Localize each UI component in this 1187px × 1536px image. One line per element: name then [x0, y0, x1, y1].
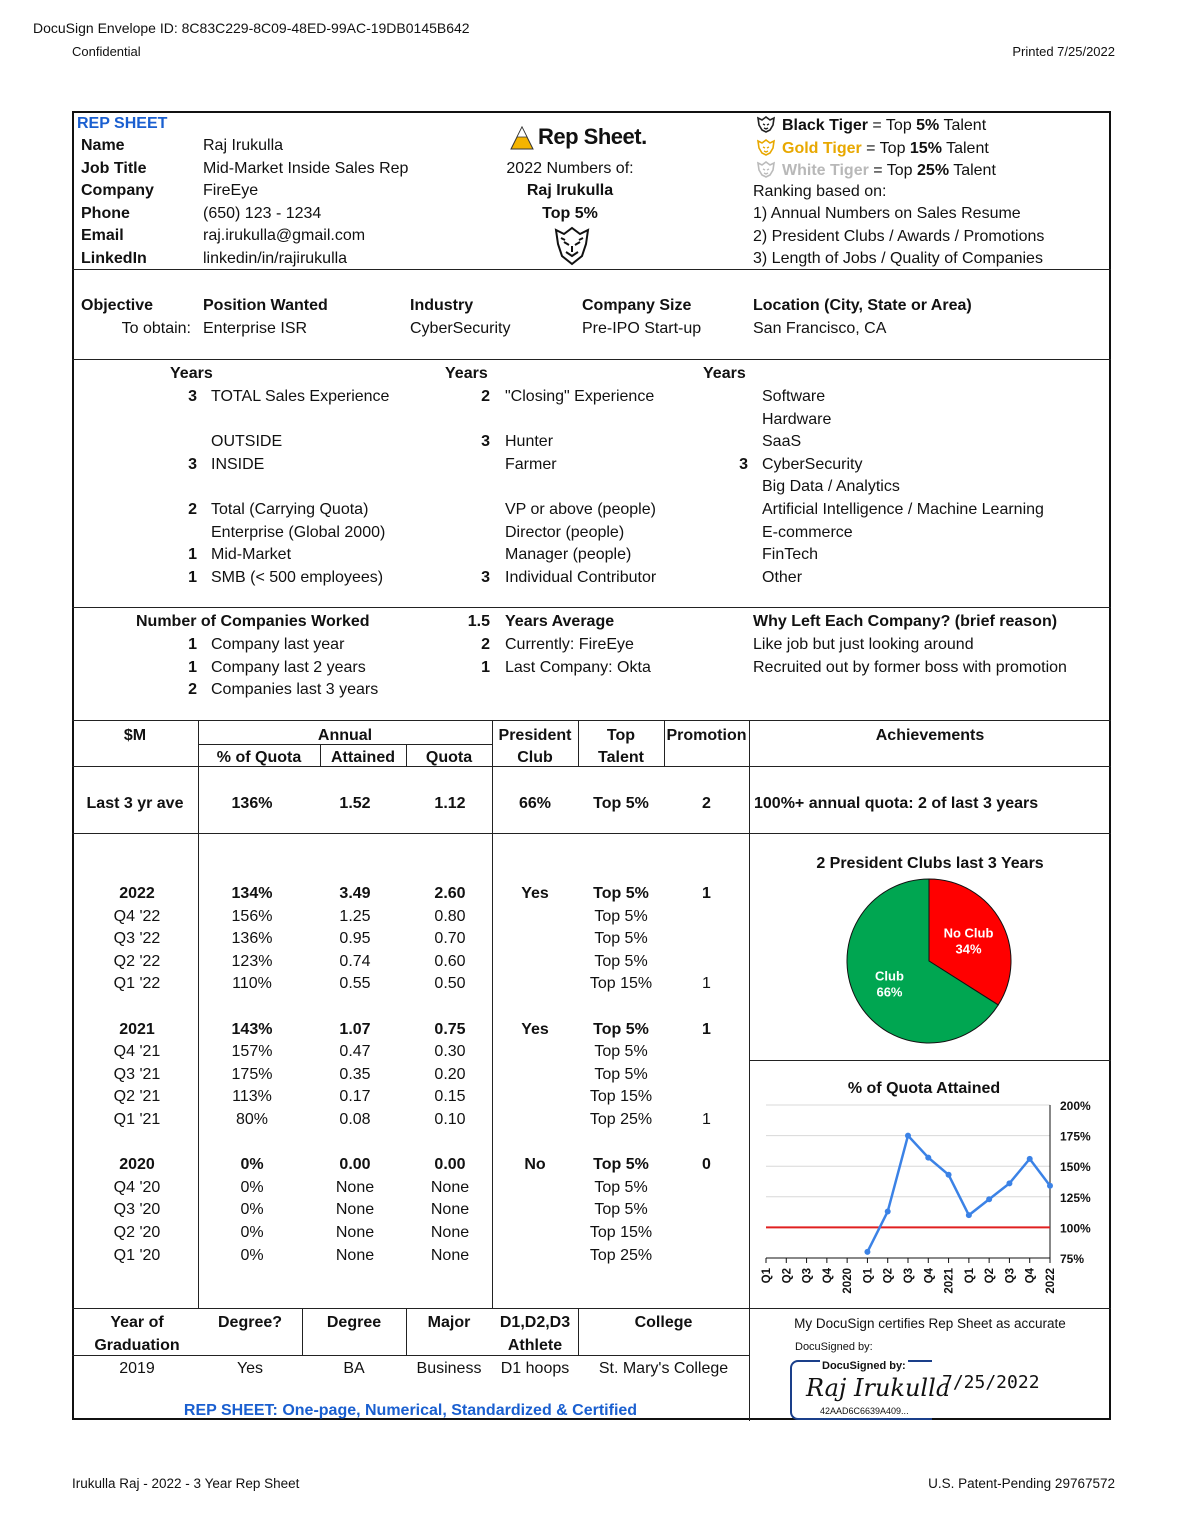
experience-item: Manager (people) — [505, 546, 632, 564]
data-point — [946, 1172, 952, 1178]
experience-item: INSIDE — [211, 455, 265, 473]
row-label: Q3 '22 — [113, 930, 161, 948]
row-quota: None — [430, 1246, 470, 1264]
profile-label: Email — [81, 227, 124, 245]
y-tick-label: 75% — [1060, 1252, 1085, 1266]
y-tick-label: 200% — [1060, 1099, 1091, 1113]
x-tick-label: Q3 — [1004, 1268, 1017, 1284]
ranking-item: 2) President Clubs / Awards / Promotions — [753, 227, 1045, 245]
row-quota: 0.00 — [434, 1156, 466, 1174]
company-count: 1 — [188, 636, 197, 653]
avg-club: 66% — [518, 795, 552, 812]
edu-head-year-1: Year of — [110, 1314, 164, 1331]
row-promotion: 1 — [702, 1111, 711, 1128]
row-talent: Top 5% — [594, 1065, 648, 1083]
row-quota: None — [430, 1201, 470, 1219]
row-talent: Top 5% — [593, 1156, 649, 1174]
avg-pct: 136% — [231, 795, 273, 812]
col-head-talent-2: Talent — [598, 749, 644, 766]
row-quota: 0.70 — [434, 930, 466, 948]
row-quota: 0.15 — [434, 1088, 466, 1106]
edu-head-college: College — [634, 1314, 693, 1331]
col-head-achievements: Achievements — [875, 727, 985, 744]
edu-college: St. Mary's College — [598, 1360, 729, 1377]
experience-item: FinTech — [762, 546, 819, 564]
row-talent: Top 5% — [593, 1020, 649, 1038]
col-head-money: $M — [123, 727, 147, 744]
profile-label: LinkedIn — [81, 250, 147, 267]
experience-item: Artificial Intelligence / Machine Learning — [762, 501, 1044, 518]
experience-count: 3 — [188, 388, 197, 405]
row-talent: Top 5% — [594, 907, 648, 925]
rep-sheet-logo — [510, 124, 647, 152]
why-left-item: Recruited out by former boss with promotion — [753, 658, 1067, 676]
tier-end: Talent — [939, 117, 987, 134]
x-tick-label: Q4 — [1024, 1268, 1037, 1284]
row-attained: None — [335, 1178, 375, 1196]
experience-count: 1 — [188, 546, 197, 564]
ranking-item: 1) Annual Numbers on Sales Resume — [753, 205, 1021, 222]
row-attained: 0.55 — [339, 975, 371, 993]
data-point — [925, 1155, 931, 1161]
company-item: Company last year — [211, 636, 345, 653]
row-club: Yes — [521, 1020, 549, 1038]
row-label: Q2 '20 — [113, 1224, 161, 1241]
tier-name: Black Tiger — [782, 117, 868, 134]
row-talent: Top 15% — [589, 975, 653, 993]
row-quota: 0.75 — [434, 1020, 466, 1038]
experience-item: TOTAL Sales Experience — [211, 388, 390, 405]
edu-head-degree: Degree — [326, 1314, 382, 1331]
row-pct: 0% — [240, 1156, 264, 1174]
experience-count: 3 — [481, 568, 490, 586]
y-tick-label: 100% — [1060, 1221, 1091, 1236]
edu-head-athlete-2: Athlete — [507, 1337, 563, 1354]
row-label: Q2 '22 — [113, 952, 161, 970]
col-head-annual: Annual — [317, 727, 373, 744]
x-tick-label: 2021 — [943, 1268, 956, 1294]
data-point — [885, 1208, 891, 1214]
experience-item: Hunter — [505, 433, 554, 451]
tier-pct: 25% — [917, 162, 950, 180]
edu-head-athlete-1: D1,D2,D3 — [499, 1314, 571, 1331]
row-label: Q3 '20 — [113, 1201, 161, 1219]
edu-year: 2019 — [119, 1360, 155, 1377]
objective-head: Position Wanted — [203, 297, 328, 314]
row-quota: 0.60 — [434, 952, 466, 970]
x-tick-label: Q4 — [821, 1268, 834, 1284]
tagline: REP SHEET: One-page, Numerical, Standardized & Certified — [183, 1402, 638, 1419]
row-promotion: 1 — [702, 975, 711, 993]
experience-count: 1 — [188, 568, 197, 586]
pie-chart — [840, 872, 1020, 1052]
profile-value: Raj Irukulla — [203, 137, 284, 154]
company-years: 1 — [481, 658, 490, 676]
experience-item: Individual Contributor — [505, 568, 657, 586]
company-name: Last Company: Okta — [505, 658, 651, 676]
row-label: Q4 '20 — [113, 1178, 161, 1196]
black-tiger-icon — [756, 115, 776, 133]
profile-label: Phone — [81, 204, 130, 222]
tier-end: Talent — [949, 162, 996, 180]
footer-left: Irukulla Raj - 2022 - 3 Year Rep Sheet — [72, 1476, 300, 1491]
objective-head: Objective — [81, 297, 154, 314]
row-promotion: 1 — [702, 885, 711, 902]
row-attained: 3.49 — [339, 885, 371, 902]
row-pct: 0% — [240, 1178, 264, 1196]
data-point — [905, 1133, 911, 1139]
objective-head: Industry — [410, 297, 474, 314]
row-pct: 113% — [232, 1088, 272, 1106]
row-talent: Top 5% — [594, 930, 648, 948]
row-pct: 157% — [231, 1043, 273, 1061]
certify-text: My DocuSign certifies Rep Sheet as accurate — [794, 1316, 1066, 1331]
ranking-title: Ranking based on: — [753, 183, 887, 200]
white-tiger-icon — [756, 160, 776, 178]
row-attained: None — [335, 1246, 375, 1264]
experience-count: 3 — [481, 433, 490, 451]
row-pct: 134% — [231, 885, 273, 902]
row-talent: Top 5% — [594, 1201, 648, 1219]
tier-name: White Tiger — [782, 162, 869, 180]
edu-head-major: Major — [427, 1314, 471, 1331]
x-tick-label: Q4 — [923, 1268, 936, 1284]
experience-item: Director (people) — [505, 523, 625, 541]
row-quota: 2.60 — [434, 885, 466, 902]
years-head: Years — [703, 365, 746, 382]
data-point — [1006, 1180, 1012, 1186]
experience-item: OUTSIDE — [211, 433, 283, 451]
row-quota: 0.30 — [434, 1043, 466, 1061]
objective-value: Enterprise ISR — [203, 320, 308, 337]
row-talent: Top 5% — [594, 1178, 648, 1196]
x-tick-label: 2022 — [1045, 1268, 1057, 1294]
row-attained: 1.07 — [339, 1020, 371, 1038]
row-label: Q3 '21 — [113, 1065, 161, 1083]
col-head-pct: % of Quota — [216, 749, 302, 766]
company-name: Currently: FireEye — [505, 636, 634, 653]
col-head-promotion: Promotion — [666, 727, 747, 744]
row-pct: 0% — [240, 1246, 264, 1264]
profile-value: FireEye — [203, 182, 259, 200]
row-label: Q1 '20 — [113, 1246, 161, 1264]
row-label: Q4 '22 — [113, 907, 161, 925]
pie-label: Club — [875, 968, 904, 984]
experience-item: Farmer — [505, 455, 557, 473]
numbers-of: 2022 Numbers of: — [506, 160, 634, 177]
row-promotion: 1 — [702, 1020, 711, 1038]
row-label: Q2 '21 — [113, 1088, 161, 1106]
pyramid-icon — [510, 126, 534, 150]
experience-item: Enterprise (Global 2000) — [211, 523, 386, 541]
avg-attained: 1.52 — [339, 795, 371, 812]
tier-end: Talent — [941, 139, 989, 157]
row-pct: 136% — [231, 930, 273, 948]
col-head-quota: Quota — [425, 749, 473, 766]
envelope-id: DocuSign Envelope ID: 8C83C229-8C09-48ED-99AC-19DB0145B642 — [33, 20, 470, 36]
edu-head-degree-q: Degree? — [217, 1314, 283, 1331]
row-attained: 0.35 — [339, 1065, 371, 1083]
y-tick-label: 125% — [1060, 1190, 1091, 1205]
tier-pct: 5% — [916, 117, 940, 134]
x-tick-label: Q1 — [862, 1268, 875, 1284]
company-years: 2 — [481, 636, 490, 653]
data-point — [966, 1212, 972, 1218]
docusign-hash: 42AAD6C6639A409... — [820, 1406, 909, 1416]
experience-item: SMB (< 500 employees) — [211, 568, 384, 586]
rep-sheet-title: REP SHEET — [77, 115, 168, 132]
row-attained: 0.74 — [339, 952, 371, 970]
y-tick-label: 175% — [1060, 1129, 1091, 1144]
row-talent: Top 15% — [589, 1088, 653, 1106]
row-quota: 0.10 — [434, 1111, 466, 1128]
company-count: 1 — [188, 658, 197, 676]
data-point — [864, 1249, 870, 1255]
edu-major: Business — [416, 1360, 482, 1377]
experience-item: Hardware — [762, 410, 832, 428]
x-tick-label: 2020 — [842, 1268, 855, 1294]
row-attained: 0.95 — [339, 930, 371, 948]
row-label: 2021 — [119, 1020, 155, 1038]
line-chart — [752, 1094, 1108, 1304]
data-point — [986, 1196, 992, 1202]
profile-label: Name — [81, 137, 125, 154]
objective-value: Pre-IPO Start-up — [582, 320, 702, 337]
edu-degree: BA — [343, 1360, 365, 1377]
objective-head: Company Size — [582, 297, 692, 314]
row-label: 2020 — [119, 1156, 155, 1174]
objective-value: To obtain: — [121, 320, 191, 337]
experience-item: Total (Carrying Quota) — [211, 501, 369, 518]
years-average-head: Years Average — [505, 613, 615, 630]
row-pct: 123% — [231, 952, 273, 970]
experience-count: 2 — [481, 388, 490, 405]
col-head-talent-1: Top — [606, 727, 636, 744]
logo-text: Rep Sheet. — [538, 124, 647, 149]
row-talent: Top 5% — [594, 1043, 648, 1061]
pie-value: 66% — [876, 984, 903, 1000]
pie-value: 34% — [955, 941, 982, 957]
row-label: 2022 — [119, 885, 155, 902]
tier-mid: = Top — [861, 139, 910, 157]
profile-label: Job Title — [81, 159, 147, 177]
experience-count: 3 — [188, 455, 197, 473]
row-label: Q4 '21 — [113, 1043, 161, 1061]
row-club: Yes — [521, 885, 549, 902]
experience-item: Big Data / Analytics — [762, 478, 900, 496]
avg-quota: 1.12 — [434, 795, 466, 812]
profile-value: raj.irukulla@gmail.com — [203, 227, 366, 245]
row-label: Q1 '21 — [113, 1111, 161, 1128]
col-head-club-1: President — [498, 727, 572, 744]
row-club: No — [524, 1156, 546, 1174]
row-talent: Top 25% — [589, 1246, 653, 1264]
tier-row — [756, 160, 996, 180]
gold-tiger-icon — [756, 138, 776, 156]
row-attained: 0.47 — [339, 1043, 371, 1061]
docusign-box-label: DocuSigned by: — [822, 1360, 906, 1372]
tier-row — [756, 138, 989, 158]
companies-head: Number of Companies Worked — [136, 613, 370, 630]
profile-value: linkedin/in/rajirukulla — [203, 250, 348, 267]
company-item: Company last 2 years — [211, 658, 366, 676]
objective-value: CyberSecurity — [410, 320, 511, 337]
experience-count: 3 — [739, 455, 748, 473]
row-pct: 110% — [232, 975, 272, 993]
experience-item: E-commerce — [762, 523, 853, 541]
why-left-item: Like job but just looking around — [753, 636, 974, 653]
row-attained: None — [335, 1224, 375, 1241]
x-tick-label: Q2 — [781, 1268, 794, 1284]
objective-head: Location (City, State or Area) — [753, 297, 972, 314]
row-quota: None — [430, 1224, 470, 1241]
profile-label: Company — [81, 182, 154, 200]
line-chart-title: % of Quota Attained — [847, 1080, 1001, 1097]
row-attained: 0.00 — [339, 1156, 371, 1174]
row-pct: 80% — [235, 1111, 269, 1128]
printed-date: Printed 7/25/2022 — [1012, 44, 1115, 59]
row-pct: 0% — [240, 1224, 264, 1241]
col-head-attained: Attained — [331, 749, 395, 766]
row-quota: 0.50 — [434, 975, 466, 993]
pie-label: No Club — [943, 925, 994, 941]
years-head: Years — [445, 365, 488, 382]
edu-head-year-2: Graduation — [94, 1337, 180, 1354]
row-promotion: 0 — [702, 1156, 711, 1174]
years-average-value: 1.5 — [467, 613, 490, 630]
company-item: Companies last 3 years — [211, 681, 379, 699]
row-label: Q1 '22 — [113, 975, 161, 993]
row-attained: 0.08 — [339, 1111, 371, 1128]
tier-pct: 15% — [909, 139, 942, 157]
row-talent: Top 15% — [589, 1224, 653, 1241]
data-point — [1047, 1183, 1053, 1189]
black-tiger-icon — [552, 224, 592, 266]
avg-achievement: 100%+ annual quota: 2 of last 3 years — [754, 795, 1039, 812]
top-percent: Top 5% — [542, 205, 598, 222]
row-quota: 0.80 — [434, 907, 466, 925]
row-talent: Top 25% — [589, 1111, 653, 1128]
confidential-label: Confidential — [72, 44, 141, 59]
years-head: Years — [170, 365, 213, 382]
avg-promotion: 2 — [702, 795, 711, 812]
x-tick-label: Q1 — [963, 1268, 976, 1284]
avg-label: Last 3 yr ave — [86, 795, 184, 812]
experience-item: Software — [762, 388, 826, 405]
row-pct: 156% — [231, 907, 273, 925]
x-tick-label: Q2 — [984, 1268, 997, 1284]
edu-athlete: D1 hoops — [500, 1360, 570, 1377]
experience-item: VP or above (people) — [505, 501, 656, 518]
handwritten-signature: Raj Irukulla — [806, 1374, 951, 1402]
tier-mid: = Top — [867, 117, 917, 134]
objective-value: San Francisco, CA — [753, 320, 887, 337]
y-tick-label: 150% — [1060, 1160, 1091, 1175]
experience-item: Other — [762, 568, 803, 586]
experience-item: SaaS — [762, 433, 802, 451]
profile-value: Mid-Market Inside Sales Rep — [203, 159, 409, 177]
row-pct: 0% — [240, 1201, 264, 1219]
tier-row — [756, 115, 986, 135]
data-point — [1027, 1156, 1033, 1162]
row-talent: Top 5% — [594, 952, 648, 970]
series-line — [867, 1136, 1050, 1252]
x-tick-label: Q3 — [903, 1268, 915, 1284]
tier-name: Gold Tiger — [782, 139, 862, 157]
row-quota: None — [430, 1178, 470, 1196]
edu-degree-q: Yes — [236, 1360, 264, 1377]
x-tick-label: Q1 — [761, 1268, 773, 1284]
row-attained: None — [335, 1201, 375, 1219]
tier-mid: = Top — [868, 162, 918, 180]
avg-talent: Top 5% — [593, 795, 649, 812]
row-pct: 143% — [231, 1020, 273, 1038]
row-attained: 1.25 — [339, 907, 371, 925]
experience-item: CyberSecurity — [762, 455, 863, 473]
row-quota: 0.20 — [434, 1065, 466, 1083]
experience-item: Mid-Market — [211, 546, 292, 564]
docusign-box — [790, 1360, 951, 1420]
why-left-head: Why Left Each Company? (brief reason) — [753, 613, 1058, 630]
experience-count: 2 — [188, 501, 197, 518]
ranking-item: 3) Length of Jobs / Quality of Companies — [753, 250, 1043, 268]
col-head-club-2: Club — [517, 749, 553, 766]
x-tick-label: Q2 — [882, 1268, 895, 1284]
x-tick-label: Q3 — [801, 1268, 814, 1284]
row-pct: 175% — [231, 1065, 273, 1083]
signature-date: 7/25/2022 — [942, 1372, 1040, 1393]
rep-name: Raj Irukulla — [526, 182, 614, 199]
pie-title: 2 President Clubs last 3 Years — [816, 855, 1044, 872]
company-count: 2 — [188, 681, 197, 699]
signed-by-label: DocuSigned by: — [795, 1341, 873, 1353]
experience-item: "Closing" Experience — [505, 388, 655, 405]
footer-right: U.S. Patent-Pending 29767572 — [928, 1476, 1115, 1491]
row-talent: Top 5% — [593, 885, 649, 902]
profile-value: (650) 123 - 1234 — [203, 204, 322, 222]
row-attained: 0.17 — [339, 1088, 371, 1106]
